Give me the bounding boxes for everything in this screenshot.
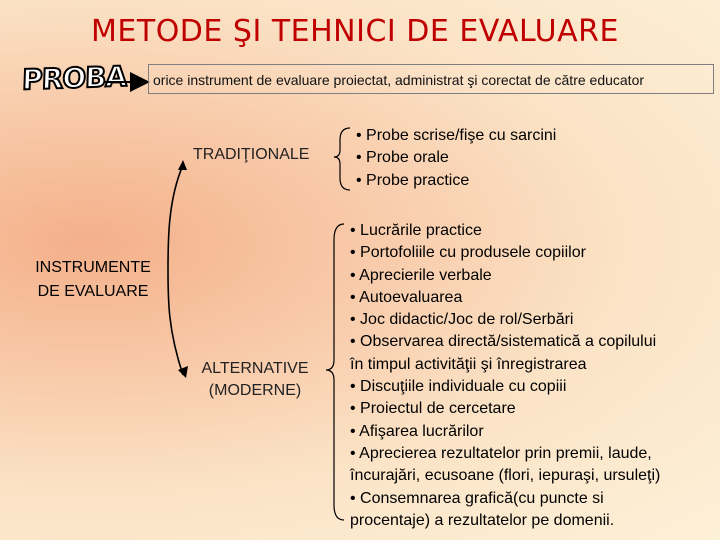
list-item: în timpul activităţii şi înregistrarea bbox=[350, 355, 587, 373]
list-item: • Proiectul de cercetare bbox=[350, 400, 516, 418]
traditional-list bbox=[356, 125, 556, 192]
alternative-list bbox=[350, 220, 660, 532]
trad-brace bbox=[334, 128, 350, 190]
alternative-label bbox=[190, 358, 320, 402]
list-item: • Lucrările practice bbox=[350, 222, 482, 239]
list-item: • Discuţiile individuale cu copiii bbox=[350, 378, 567, 396]
alt-brace bbox=[326, 224, 344, 520]
list-item: • Observarea directă/sistematică a copilului bbox=[350, 333, 657, 351]
list-item: • Aprecierile verbale bbox=[350, 266, 492, 284]
list-item: • Afişarea lucrărilor bbox=[350, 422, 484, 440]
list-item: procentaje) a rezultatelor pe domenii. bbox=[350, 511, 615, 529]
list-item: • Probe scrise/fişe cu sarcini bbox=[356, 127, 557, 144]
root-label-line: INSTRUMENTE bbox=[35, 259, 151, 276]
arrow-down-head bbox=[178, 366, 188, 378]
root-label-line: DE EVALUARE bbox=[37, 283, 149, 300]
list-item: • Probe orale bbox=[356, 149, 449, 167]
list-item: • Probe practice bbox=[356, 171, 470, 189]
page-title: METODE ŞI TEHNICI DE EVALUARE bbox=[91, 14, 619, 49]
alternative-label-line: (MODERNE) bbox=[208, 382, 302, 399]
arrow-up-head bbox=[178, 160, 187, 170]
definition-box: orice instrument de evaluare proiectat, administrat şi corectat de către educator bbox=[148, 64, 714, 94]
list-item: • Portofoliile cu produsele copiilor bbox=[350, 244, 586, 262]
root-label bbox=[18, 256, 168, 304]
list-item: • Joc didactic/Joc de rol/Serbări bbox=[350, 311, 574, 329]
traditional-label: TRADIŢIONALE bbox=[193, 146, 310, 163]
branch-connector bbox=[168, 165, 183, 375]
proba-logo: PROBA bbox=[21, 59, 127, 97]
list-item: • Consemnarea grafică(cu puncte si bbox=[350, 489, 604, 507]
list-item: încurajări, ecusoane (flori, iepuraşi, ursuleţi) bbox=[350, 467, 661, 485]
alternative-label-line: ALTERNATIVE bbox=[201, 360, 309, 377]
list-item: • Aprecierea rezultatelor prin premii, laude, bbox=[350, 444, 652, 462]
list-item: • Autoevaluarea bbox=[350, 288, 463, 306]
